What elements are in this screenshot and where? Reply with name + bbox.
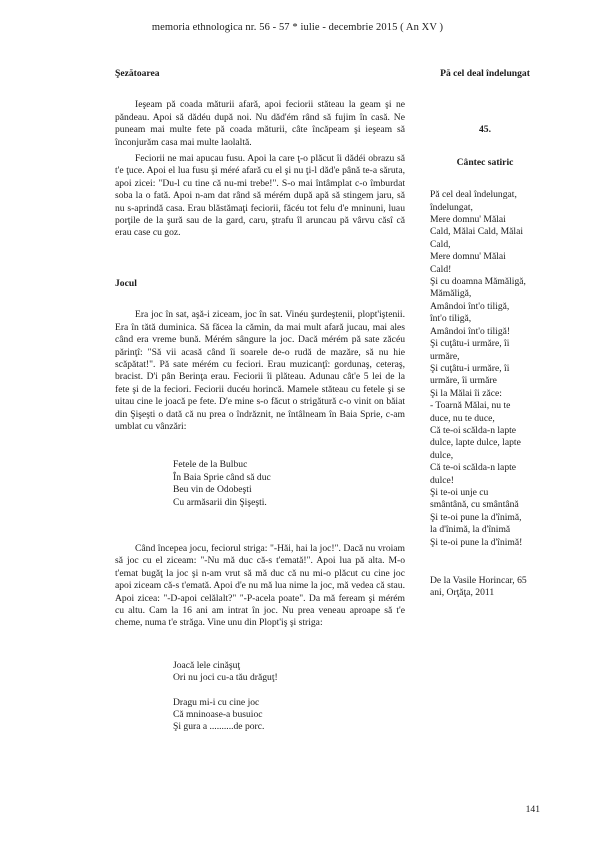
lyric-line: Amândoi înt'o tiligă! [430,325,511,337]
right-column [430,68,540,600]
left-column [115,68,405,734]
lyric-line: smântână, cu smântână [430,499,519,511]
verse-line: Joacă lele cinăşuţ [173,659,241,671]
verse-line: Ori nu joci cu-a tău drăguţ! [173,672,278,684]
lyric-line: Cald, [430,238,451,250]
lyric-line: Mere domnu' Mălai [430,251,506,263]
lyric-line: Cald! [430,263,452,275]
lyric-line: Că te-oi scălda-n lapte [430,424,517,436]
song-lyrics [430,189,540,549]
lyric-line: dulce, lapte dulce, lapte [430,437,521,449]
lyric-line: dulce, [430,449,454,461]
lyric-line: Mămăligă, [430,288,472,300]
verse-line: În Baia Sprie când să duc [173,471,271,483]
lyric-line: - Toarnă Mălai, nu te [430,400,511,412]
song-number: 45. [479,124,491,136]
lyric-line: înt'o tiligă, [430,313,472,325]
journal-header: memoria ethnologica nr. 56 - 57 * iulie - decembrie 2015 ( An XV ) [151,22,444,33]
verse-line: Beu vin de Odobeşti [173,484,252,496]
jocul-paragraph-2: Când începea jocu, feciorul striga: "-Hăi, hai la joc!". Dacă nu vroiam să joc cu el ziceam: "-Nu mă duc că-s t'emată!". Apoi lua pă alta. M-o t'emat bugăţ la joc şi n-am vrut să mă duc că nu mi-o plăcut cu cine joc apoi ziceam că-s t'emată. Apoi d'e nu mă lua nime la joc, mă vedea că stau. Apoi zicea: "-D-apoi celălalt?" "-P-acela poate". Da mă feream şi mérém cu altu. Cam la 16 ani am intrat în joc. Nu prea veneau aproape să t'e cheme, numa t'e străga. Vine unu din Plopt'iş şi striga: [115,542,405,629]
section-title-sezatoarea: Şezătoarea [115,68,160,79]
lyric-line: Amândoi înt'o tiligă, [430,300,510,312]
verse-line: Şi gura a ..........de porc. [173,721,265,733]
lyric-line: dulce! [430,474,454,486]
verse-bulbuc [115,459,405,509]
verse-line: Cu armăsarii din Şişeşti. [173,496,267,508]
lyric-line: Şi la Mălai îi zăce: [430,387,502,399]
source-line: De la Vasile Horincar, 65 [430,575,527,586]
lyric-line: îndelungat, [430,201,473,213]
lyric-line: Că te-oi scălda-n lapte [430,462,517,474]
sezatoarea-paragraph-1: Ieşeam pă coada măturii afară, apoi feciorii stăteau la geam şi ne păndeau. Apoi să dădéu după noi. Nu dăd'ém rând să fujim în casă. Ne puneam mai multe fete pă coada măturii, câte încăpeam şi ieşeam să înconjurăm casa mai multe laolaltă. [115,99,405,148]
lyric-line: Şi cuţâtu-i urmăre, îi [430,362,510,374]
lyric-line: Şi te-oi unje cu [430,486,489,498]
section-title-jocul: Jocul [115,277,137,289]
verse-cinasut [115,660,405,685]
jocul-paragraph-1: Era joc în sat, aşă-i ziceam, joc în sat. Vinéu şurdeştenii, plopt'iştenii. Era în tătă duminica. Să făcea la cămin, da mai mult afară jucau, mai ales când era vreme bună. Mérém sângure la joc. Dacă mérém pă sate zăcéu părinţî: "Să vii acasă când îi soarele de-o rudă de mazăre, să nu hie scăpătat!". Pă sate mérém cu feciori. Erau muzicanţî: gordunaş, ceteraş, bracist. D'i pân Berinţa erau. Feciorii îi plăteau. Adunau cât'e 5 lei de la fete şi de la feciori. Feciorii ducéu horincă. Mamele stăteau cu fetele şi se uitau cine le joacă pe fete. D'e mine s-o făcut o strigătură c-o vinit on băiat din Şişeşti o dată că nu prea o îndrăznit, ne întâlneam în Baia Sprie, c-am umblat cu vânzări: [115,309,405,432]
lyric-line: Cald, Mălai Cald, Mălai [430,226,523,238]
lyric-line: Mere domnu' Mălai [430,214,506,226]
lyric-line: Pă cel deal îndelungat, [430,189,517,201]
source-line: ani, Orţăţa, 2011 [430,587,495,599]
lyric-line: Şi cu doamna Mămăligă, [430,276,526,288]
lyric-line: la d'înimă, la d'înimă [430,524,511,536]
lyric-line: Şi te-oi pune la d'înimă, [430,511,522,523]
verse-line: Dragu mi-i cu cine joc [173,696,260,708]
lyric-line: Şi cuţâtu-i urmăre, îi [430,338,510,350]
song-title: Pă cel deal îndelungat [440,68,530,79]
lyric-line: duce, nu te duce, [430,412,495,424]
verse-dragu [115,697,405,734]
page-number: 141 [525,804,540,815]
verse-line: Fetele de la Bulbuc [173,459,248,471]
lyric-line: Şi te-oi pune la d'înimă! [430,536,523,548]
verse-line: Că mninoase-a busuioc [173,709,263,721]
lyric-line: urmăre, [430,350,460,362]
song-source [430,575,540,600]
sezatoarea-paragraph-2: Feciorii ne mai apucau fusu. Apoi la care ţ-o plăcut îi dădéi obrazu să t'e ţuce. Apoi el lua fusu şi méré afară cu el şi nu ţi-l dăd'e până te-a săruta, apoi zicei: "Du-l cu tine că nu-mi trebe!". S-o mai întâmplat c-o îmburdat soba la o fată. Apoi n-am dat rând să mérém după apă să stingem jaru, să nu s-aprindă casa. Erau blăstămaţi feciorii, făcéu tot felu d'e mninuni, luau porţile de la şură sau de la gard, caru, ştrafu îl aruncau pă vârvu căsî că erau case cu goz. [115,153,405,239]
lyric-line: urmăre, îi urmăre [430,375,497,387]
song-subtitle: Cântec satiric [456,156,514,168]
